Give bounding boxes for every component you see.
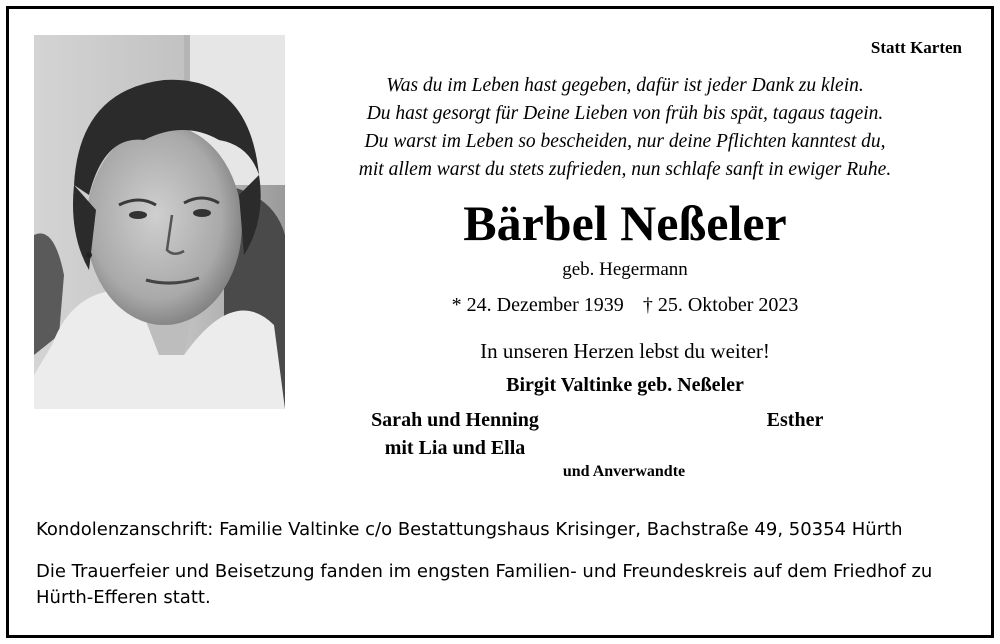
poem-line: mit allem warst du stets zufrieden, nun schlafe sanft in ewiger Ruhe. [358,159,892,180]
birth-date: * 24. Dezember 1939 [451,294,624,316]
mourner-daughter: Birgit Valtinke geb. Neßeler [506,374,744,396]
ceremony-note: Die Trauerfeier und Beisetzung fanden im engsten Familien- und Freundeskreis auf dem Friedhof zu Hürth-Efferen statt. [36,561,933,608]
portrait-photo [34,35,285,409]
mourner-line: mit Lia und Ella [384,437,526,459]
mourner-family-left [340,406,570,462]
condolence-address: Kondolenzanschrift: Familie Valtinke c/o Bestattungshaus Krisinger, Bachstraße 49, 50354 Hürth [36,519,903,540]
birth-name: geb. Hegermann [562,259,688,280]
mourner-relatives: und Anverwandte [562,463,686,480]
memorial-motto: In unseren Herzen lebst du weiter! [480,339,770,363]
poem-line: Du warst im Leben so bescheiden, nur deine Pflichten kanntest du, [364,131,886,152]
poem-line: Was du im Leben hast gegeben, dafür ist jeder Dank zu klein. [386,75,864,96]
deceased-name: Bärbel Neßeler [463,195,787,251]
death-date: † 25. Oktober 2023 [642,294,799,316]
life-dates [300,292,950,318]
memorial-poem [300,72,950,184]
mourner-family-right: Esther [766,409,824,431]
poem-line: Du hast gesorgt für Deine Lieben von früh bis spät, tagaus tagein. [366,103,884,124]
statt-karten-label: Statt Karten [870,38,962,57]
mourner-line: Sarah und Henning [371,409,539,431]
